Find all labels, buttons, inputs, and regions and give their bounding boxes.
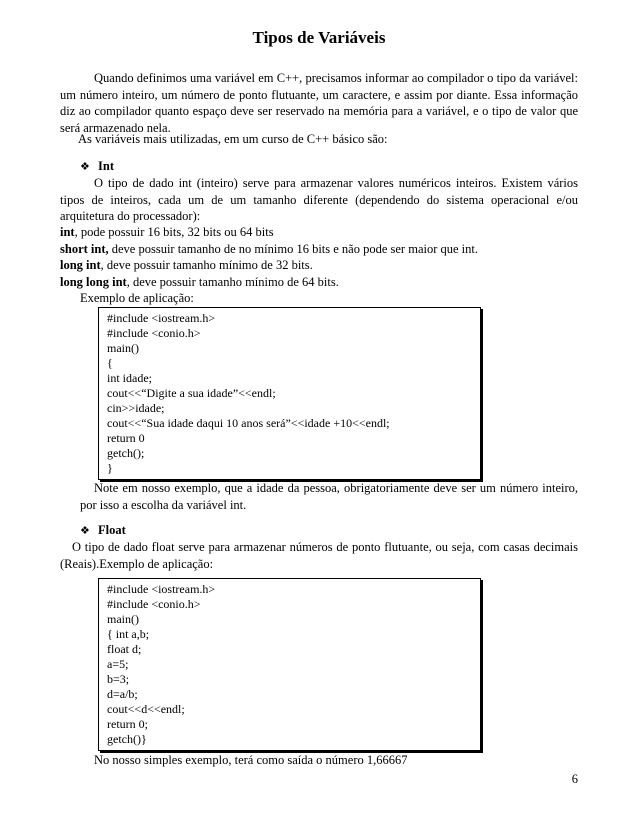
code-line: #include <conio.h> [107, 597, 201, 611]
code-line: getch()} [107, 732, 147, 746]
float-note: No nosso simples exemplo, terá como saída o número 1,66667 [94, 753, 408, 767]
code-line: { [107, 356, 113, 370]
code-line: cout<<“Sua idade daqui 10 anos será”<<idade +10<<endl; [107, 416, 390, 430]
int-type-item: short int, deve possuir tamanho de no mínimo 16 bits e não pode ser maior que int. [60, 241, 478, 256]
code-line: getch(); [107, 446, 145, 460]
float-heading [60, 522, 578, 540]
int-heading-label: Int [98, 159, 114, 173]
int-type-item: long int, deve possuir tamanho mínimo de 32 bits. [60, 258, 313, 272]
float-code-box [98, 578, 481, 751]
diamond-bullet-icon: ❖ [80, 161, 90, 173]
page-number: 6 [571, 772, 578, 786]
int-example-label: Exemplo de aplicação: [80, 291, 194, 305]
int-note: Note em nosso exemplo, que a idade da pessoa, obrigatoriamente deve ser um número inteiro, por isso a escolha da variável int. [80, 481, 578, 512]
code-line: a=5; [107, 657, 129, 671]
code-line: d=a/b; [107, 687, 138, 701]
code-line: { int a,b; [107, 627, 150, 641]
code-line: cout<<d<<endl; [107, 702, 185, 716]
intro-list-lead: As variáveis mais utilizadas, em um curso de C++ básico são: [78, 132, 388, 146]
int-code-box [98, 307, 481, 480]
page-title: Tipos de Variáveis [252, 28, 386, 47]
code-line: #include <conio.h> [107, 326, 201, 340]
code-line: main() [107, 612, 139, 626]
intro-paragraph: Quando definimos uma variável em C++, precisamos informar ao compilador o tipo da variável: um número inteiro, um número de ponto flutuante, um caractere, e assim por diante. Essa informação diz ao compilador quanto espaço deve ser reservado na memória para a variável, e o tipo de valor que será armazenado nela. [60, 71, 578, 135]
code-line: #include <iostream.h> [107, 311, 216, 325]
code-line: #include <iostream.h> [107, 582, 216, 596]
code-line: cin>>idade; [107, 401, 165, 415]
int-type-item: int, pode possuir 16 bits, 32 bits ou 64 bits [60, 225, 274, 239]
float-description: O tipo de dado float serve para armazenar números de ponto flutuante, ou seja, com casas decimais (Reais).Exemplo de aplicação: [60, 540, 578, 571]
code-line: } [107, 461, 113, 475]
float-heading-label: Float [98, 523, 126, 537]
code-line: return 0 [107, 431, 145, 445]
code-line: main() [107, 341, 139, 355]
int-type-item: long long int, deve possuir tamanho mínimo de 64 bits. [60, 274, 339, 289]
int-heading [60, 158, 578, 176]
code-line: return 0; [107, 717, 148, 731]
int-description: O tipo de dado int (inteiro) serve para armazenar valores numéricos inteiros. Existem vários tipos de inteiros, cada um de um tamanho diferente (dependendo do sistema operacional e/ou arquitetura do processador): [60, 176, 578, 223]
code-line: cout<<“Digite a sua idade”<<endl; [107, 386, 276, 400]
code-line: float d; [107, 642, 142, 656]
code-line: int idade; [107, 371, 152, 385]
code-line: b=3; [107, 672, 130, 686]
int-type-list [60, 224, 578, 290]
diamond-bullet-icon: ❖ [80, 525, 90, 537]
